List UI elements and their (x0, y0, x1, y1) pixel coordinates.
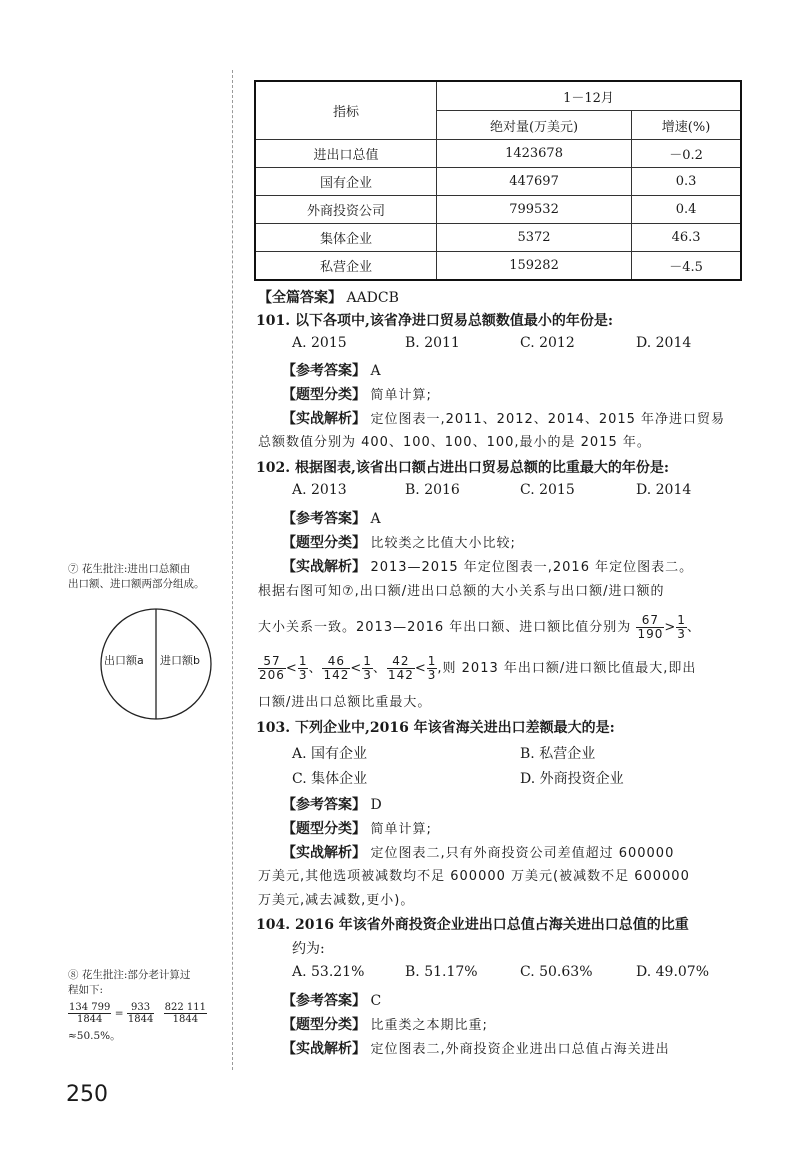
q103-option-b: B. 私营企业 (520, 746, 596, 762)
q101-option-d: D. 2014 (636, 335, 692, 351)
q104-type: 【题型分类】 比重类之本期比重; (282, 1017, 488, 1033)
pie-label-export: 出口额a (104, 654, 144, 667)
q104-stem: 104. 2016 年该省外商投资企业进出口总值占海关进出口总值的比重 (256, 917, 689, 933)
q104-stem-cont: 约为: (292, 941, 325, 957)
q102-type: 【题型分类】 比较类之比值大小比较; (282, 535, 516, 551)
margin-note-8: ⑧ 花生批注:部分老计算过 程如下: $\frac{134 799}{1844}$ = $\frac{933}{1844}$ $\frac{822 111}{1844}$ ≈50.5%。 (68, 968, 228, 1044)
fraction-42-142: $\frac{42}{142}$ (387, 654, 414, 682)
q102-analysis-line4: $\frac{57}{206}$ < $\frac{1}{3}$ 、 $\frac{46}{142}$ < $\frac{1}{3}$ 、 $\frac{42}{142}$ < $\frac{1}{3}$ ,则 2013 年出口额/进口额比值最大,即出 (259, 654, 697, 682)
q101-option-c: C. 2012 (520, 335, 575, 351)
table-row: 外商投资公司 799532 0.4 (255, 196, 741, 224)
page-number: 250 (66, 1082, 108, 1107)
q101-option-b: B. 2011 (405, 335, 460, 351)
pie-label-import: 进口额b (160, 654, 200, 667)
table-header-period: 1－12月 (437, 81, 742, 111)
q102-option-a: A. 2013 (292, 482, 347, 498)
q101-stem: 101. 以下各项中,该省净进口贸易总额数值最小的年份是: (256, 313, 614, 329)
q101-analysis: 【实战解析】 定位图表一,2011、2012、2014、2015 年净进口贸易 (282, 411, 726, 427)
q102-stem: 102. 根据图表,该省出口额占进出口贸易总额的比重最大的年份是: (256, 460, 670, 476)
q102-analysis-line5: 口额/进出口总额比重最大。 (258, 695, 432, 710)
q104-option-d: D. 49.07% (636, 964, 710, 980)
q102-option-d: D. 2014 (636, 482, 692, 498)
table-row: 集体企业 5372 46.3 (255, 224, 741, 252)
enterprise-trade-table (254, 80, 742, 281)
q102-analysis-line2: 根据右图可知⑦,出口额/进出口总额的大小关系与出口额/进口额的 (258, 584, 665, 599)
note8-fractions: $\frac{134 799}{1844}$ = $\frac{933}{1844}$ $\frac{822 111}{1844}$ (69, 1002, 207, 1025)
margin-note-7: ⑦ 花生批注:进出口总额由 出口额、进口额两部分组成。 (68, 563, 205, 590)
table-header-absolute: 绝对量(万美元) (437, 111, 632, 140)
q103-analysis-line2: 万美元,其他选项被减数均不足 600000 万美元(被减数不足 600000 (258, 869, 690, 884)
table-header-growth: 增速(%) (632, 111, 741, 140)
q101-option-a: A. 2015 (292, 335, 347, 351)
q103-analysis: 【实战解析】 定位图表二,只有外商投资公司差值超过 600000 (282, 845, 675, 861)
table-header-indicator: 指标 (255, 81, 437, 140)
full-answer: 【全篇答案】 AADCB (258, 290, 399, 306)
q104-analysis: 【实战解析】 定位图表二,外商投资企业进出口总值占海关进出 (282, 1041, 670, 1057)
q104-answer: 【参考答案】 C (282, 993, 382, 1009)
margin-divider (232, 70, 233, 1070)
table-row: 国有企业 447697 0.3 (255, 168, 741, 196)
q104-option-b: B. 51.17% (405, 964, 478, 980)
q102-analysis-line3: 大小关系一致。2013—2016 年出口额、进口额比值分别为 $\frac{67}{190}$ > $\frac{1}{3}$ 、 (258, 613, 701, 641)
q103-analysis-line3: 万美元,减去减数,更小)。 (258, 893, 415, 908)
fraction-57-206: $\frac{57}{206}$ (259, 654, 285, 682)
fraction-1-3: $\frac{1}{3}$ (677, 613, 686, 641)
q103-answer: 【参考答案】 D (282, 797, 382, 813)
q103-option-d: D. 外商投资企业 (520, 771, 624, 787)
q103-type: 【题型分类】 简单计算; (282, 821, 432, 837)
q103-stem: 103. 下列企业中,2016 年该省海关进出口差额最大的是: (256, 720, 615, 736)
q102-option-b: B. 2016 (405, 482, 460, 498)
q102-option-c: C. 2015 (520, 482, 575, 498)
q101-answer: 【参考答案】 A (282, 363, 381, 379)
q102-analysis: 【实战解析】 2013—2015 年定位图表一,2016 年定位图表二。 (282, 559, 694, 575)
q102-answer: 【参考答案】 A (282, 511, 381, 527)
table-row: 私营企业 159282 －4.5 (255, 252, 741, 281)
fraction-46-142: $\frac{46}{142}$ (323, 654, 350, 682)
q103-option-c: C. 集体企业 (292, 771, 368, 787)
table-row: 进出口总值 1423678 －0.2 (255, 140, 741, 168)
q101-analysis-cont: 总额数值分别为 400、100、100、100,最小的是 2015 年。 (258, 435, 651, 450)
q104-option-c: C. 50.63% (520, 964, 593, 980)
q101-type: 【题型分类】 简单计算; (282, 387, 432, 403)
q103-option-a: A. 国有企业 (292, 746, 368, 762)
fraction-67-190: $\frac{67}{190}$ (637, 613, 664, 641)
q104-option-a: A. 53.21% (292, 964, 365, 980)
